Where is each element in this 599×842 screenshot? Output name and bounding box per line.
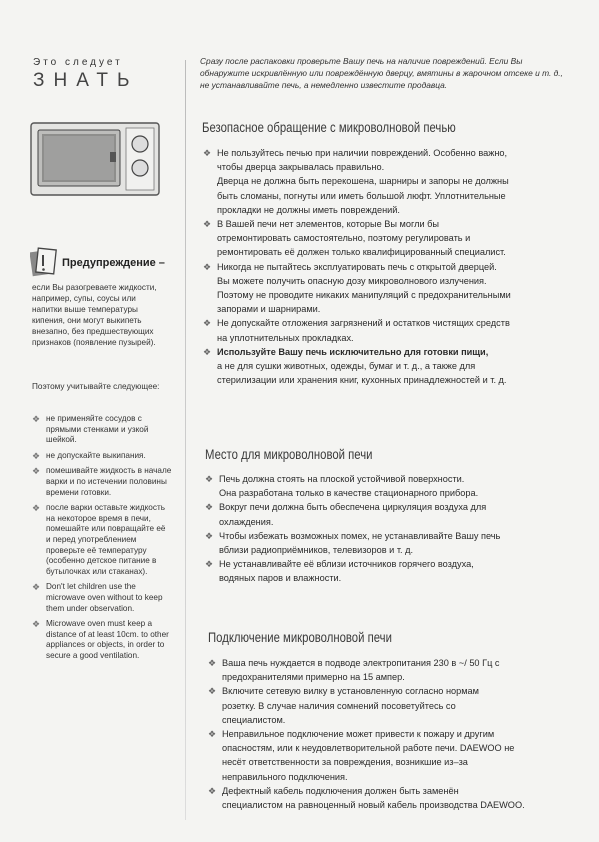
bullet-icon: ❖ <box>208 686 217 697</box>
intro-text: Сразу после распаковки проверьте Вашу печь на наличие повреждений. Если Вы обнаружите искривлённую или повреждённую дверцу, вмятины в жарочном отсеке и т. д., не устанавливайте печь, а немедленно известите продавца. <box>200 56 563 90</box>
list-item <box>32 451 172 462</box>
list-item-text: Включите сетевую вилку в установленную согласно нормам розетку. В случае наличия сомнений посоветуйтесь со специалистом. <box>222 686 479 725</box>
bullet-icon: ❖ <box>203 261 212 272</box>
bullet-icon: ❖ <box>203 219 212 230</box>
microwave-illustration <box>30 122 160 196</box>
list-item <box>32 503 172 577</box>
list-item <box>203 260 568 317</box>
list-item-text: Никогда не пытайтесь эксплуатировать печь с открытой дверцей. Вы можете получить опасную дозу микроволнового излучения. Поэтому не проводите никаких манипуляций с предохранительными запорами и шарнирами. <box>217 261 511 315</box>
bullet-icon: ❖ <box>208 729 217 740</box>
bullet-icon: ❖ <box>203 148 212 158</box>
section-title-safety: Безопасное обращение с микроволновой печью <box>202 120 456 135</box>
bullet-icon: ❖ <box>203 346 212 357</box>
bullet-icon: ❖ <box>205 474 214 484</box>
section-title-location: Место для микроволновой печи <box>205 447 373 462</box>
list-item-text: Дефектный кабель подключения должен быть заменён специалистом на равноценный новый кабель производства DAEWOO. <box>222 785 525 811</box>
bullet-icon: ❖ <box>205 530 214 541</box>
list-item <box>32 619 172 661</box>
list-item-text: Неправильное подключение может привести к пожару и другим опасностям, или к неудовлетворительной работе печи. DAEWOO не несёт ответственности за повреждения, возникшие из–за неправильного подключения. <box>222 729 515 782</box>
safety-list <box>203 146 568 387</box>
list-item-text: Чтобы избежать возможных помех, не устанавливайте Вашу печь вблизи радиоприёмников, телевизоров и т. д. <box>219 530 501 556</box>
bullet-icon: ❖ <box>32 466 41 477</box>
bullet-icon: ❖ <box>205 502 214 513</box>
list-item-text: Не устанавливайте её вблизи источников горячего воздуха, водяных паров и влажности. <box>219 559 474 584</box>
list-item-text: после варки оставьте жидкость на некоторое время в печи, помешайте или повращайте её и перед употреблением проверьте её температуру (особенно детское питание в бутылочках или стаканах). <box>46 503 166 576</box>
bullet-icon: ❖ <box>32 582 41 593</box>
list-item-text: Не допускайте отложения загрязнений и остатков чистящих средств на уплотнительных прокладках. <box>217 318 510 343</box>
list-item <box>203 146 568 217</box>
list-item <box>32 466 172 498</box>
bullet-icon: ❖ <box>205 559 214 570</box>
list-item <box>208 684 573 727</box>
list-item-text: Ваша печь нуждается в подводе электропитания 230 в ~/ 50 Гц с предохранителями примерно на 15 ампер. <box>222 658 500 683</box>
location-list <box>205 472 570 586</box>
connection-list <box>208 656 573 812</box>
column-divider <box>185 60 186 820</box>
list-item-text: не допускайте выкипания. <box>46 450 146 460</box>
list-item-text: помешивайте жидкость в начале варки и по истечении половины времени готовки. <box>46 466 172 497</box>
warning-title: Предупреждение – <box>62 257 165 269</box>
list-item <box>32 414 172 446</box>
warning-text: если Вы разогреваете жидкости, например, супы, соусы или напитки выше температуры кипения, они могут выкипеть внезапно, без предшествующих признаков (появление пузырей). <box>32 283 157 347</box>
header-big: ЗНАТЬ <box>33 70 139 91</box>
list-item-text: Не пользуйтесь печью при наличии повреждений. Особенно важно, чтобы дверца закрывалась правильно. Дверца не должна быть перекошена, шарниры и запоры не должны быть сломаны, погнуты или иметь большой люфт. Уплотнительные прокладки не должны иметь повреждений. <box>217 148 509 215</box>
list-item <box>205 529 570 557</box>
list-item-text: не применяйте сосудов с прямыми стенками и узкой шейкой. <box>46 414 149 445</box>
list-item <box>208 784 573 812</box>
list-item <box>208 656 573 684</box>
list-item-text: Печь должна стоять на плоской устойчивой поверхности. Она разработана только в качестве стационарного прибора. <box>219 474 479 499</box>
left-list <box>32 414 172 666</box>
list-item <box>203 345 568 388</box>
list-item-text: В Вашей печи нет элементов, которые Вы могли бы отремонтировать самостоятельно, поэтому регулировать и ремонтировать её должен только квалифицированный специалист. <box>217 219 506 258</box>
list-item-text: Microwave oven must keep a distance of at least 10cm. to other appliances or objects, in order to secure a good ventilation. <box>46 619 169 660</box>
header-small: Это следует <box>33 57 123 68</box>
list-item <box>205 472 570 500</box>
bullet-icon: ❖ <box>32 619 41 630</box>
list-item-bold-text: Используйте Вашу печь исключительно для готовки пищи, <box>217 346 489 357</box>
bullet-icon: ❖ <box>32 414 41 424</box>
bullet-icon: ❖ <box>203 318 212 329</box>
section-title-connection: Подключение микроволновой печи <box>208 630 392 645</box>
bullet-icon: ❖ <box>208 658 217 668</box>
list-item <box>203 217 568 260</box>
follow-text: Поэтому учитывайте следующее: <box>32 382 160 391</box>
list-item <box>208 727 573 784</box>
warning-icon <box>30 247 58 277</box>
list-item-text: Вокруг печи должна быть обеспечена циркуляция воздуха для охлаждения. <box>219 502 487 527</box>
list-item-text: а не для сушки животных, одежды, бумаг и т. д., а также для стерилизации или хранения книг, кухонных принадлежностей и т. д. <box>217 361 507 386</box>
bullet-icon: ❖ <box>32 450 41 461</box>
bullet-icon: ❖ <box>208 785 217 796</box>
list-item <box>205 500 570 528</box>
list-item-text: Don't let children use the microwave oven without to keep them under observation. <box>46 582 163 613</box>
list-item <box>203 316 568 344</box>
bullet-icon: ❖ <box>32 503 41 514</box>
list-item <box>205 557 570 585</box>
list-item <box>32 582 172 614</box>
